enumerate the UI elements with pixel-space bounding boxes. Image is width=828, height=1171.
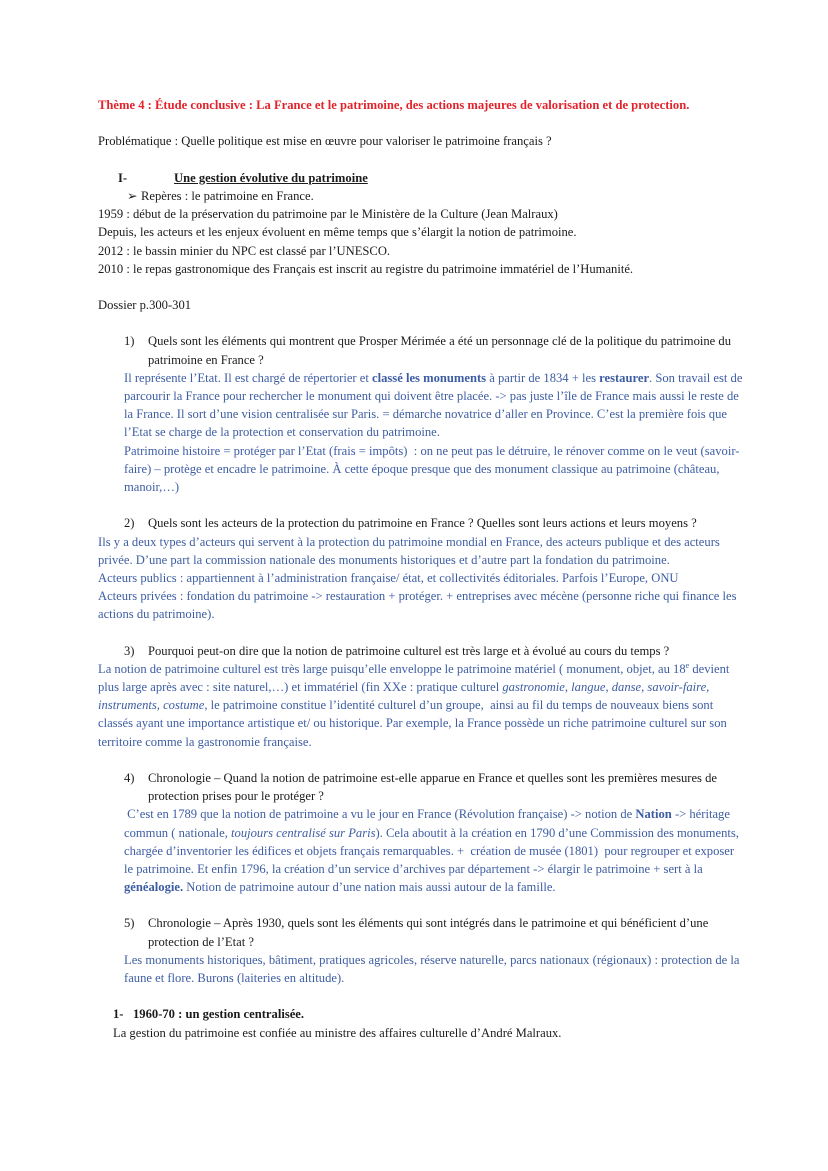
- answer-text: . Son travail est de: [649, 370, 743, 385]
- subsection-text: La gestion du patrimoine est confiée au ministre des affaires culturelle d’André Malraux.: [113, 1025, 562, 1040]
- answer-line: [0, 533, 828, 551]
- fact-line: Depuis, les acteurs et les enjeux évoluent en même temps que s’élargit la notion de patrimoine.: [98, 225, 577, 240]
- question-number: 3): [124, 643, 135, 658]
- question-block: [0, 769, 828, 915]
- answer-text: , le patrimoine constitue l’identité culturel d’un groupe, ainsi au fil du temps de nouveaux biens sont: [204, 698, 714, 713]
- answer-text: Ils y a deux types d’acteurs qui servent à la protection du patrimoine mondial en France, des acteurs publique et des acteurs: [98, 534, 720, 549]
- answer-line: [0, 423, 828, 441]
- subsection-number: 1-: [113, 1007, 124, 1022]
- answer-text: actions du patrimoine).: [98, 607, 215, 622]
- answer-line: [0, 842, 828, 860]
- fact-line: 1959 : début de la préservation du patrimoine par le Ministère de la Culture (Jean Malraux): [98, 207, 558, 222]
- answer-text: ). Cela aboutit à la création en 1790 d’une Commission des monuments,: [375, 825, 739, 840]
- reperes-text: Repères : le patrimoine en France.: [141, 188, 314, 203]
- answer-text: Nation: [635, 807, 672, 822]
- question-line: [0, 933, 828, 951]
- answer-text: plus large après avec : site naturel,…) et immatériel (fin XXe : pratique culturel: [98, 680, 503, 694]
- answer-line: [0, 733, 828, 751]
- answer-text: Notion de patrimoine autour d’une nation mais aussi autour de la famille.: [183, 880, 556, 895]
- answer-text: parcourir la France pour rechercher le monument qui doivent être placée. -> pas juste l’île de France mais aussi le reste de: [124, 389, 739, 403]
- answer-text: la France. Il sort d’une vision centralisée sur Paris. = démarche novatrice d’aller en Province. C’est la première fois que: [124, 407, 727, 422]
- question-text: protection de l’Etat ?: [148, 934, 254, 949]
- question-text: protection prises pour le protéger ?: [148, 789, 324, 804]
- question-number: 4): [124, 770, 135, 785]
- answer-text: instruments, costume: [98, 698, 205, 713]
- section-number: I-: [118, 170, 128, 185]
- dossier-reference: Dossier p.300-301: [98, 298, 192, 313]
- answer-line: [0, 714, 828, 732]
- answer-line: [0, 969, 828, 987]
- answer-line: [0, 878, 828, 896]
- answer-text: commun ( nationale,: [124, 825, 232, 840]
- answer-line: [0, 569, 828, 587]
- answer-text: classé les monuments: [372, 370, 487, 385]
- question-line: [0, 642, 828, 660]
- question-text: Quels sont les acteurs de la protection du patrimoine en France ? Quelles sont leurs actions et leurs moyens ?: [148, 516, 697, 531]
- question-number: 2): [124, 516, 135, 531]
- answer-text: à partir de 1834 + les: [486, 370, 600, 385]
- answer-text: Les monuments historiques, bâtiment, pratiques agricoles, réserve naturelle, parcs nationaux (régionaux) : protection de la: [124, 952, 740, 967]
- answer-text: le patrimoine. Et enfin 1796, la création d’un service d’archives par département -> élargir le patrimoine + sert à la: [124, 861, 703, 876]
- question-line: [0, 332, 828, 350]
- question-line: [0, 787, 828, 805]
- answer-text: e: [685, 660, 690, 670]
- question-line: [0, 514, 828, 532]
- answer-line: [0, 805, 828, 823]
- section-heading: [0, 169, 828, 187]
- answer-line: [0, 551, 828, 569]
- section-title: Une gestion évolutive du patrimoine: [174, 170, 368, 185]
- answer-text: faire) – protège et encadre le patrimoine. À cette époque presque que des monument classique au patrimoine (château,: [124, 461, 720, 476]
- answer-line: [0, 860, 828, 878]
- question-line: [0, 769, 828, 787]
- answer-line: [0, 824, 828, 842]
- answer-line: [0, 696, 828, 714]
- answer-text: faune et flore. Burons (laiteries en altitude).: [124, 971, 345, 985]
- answer-text: Patrimoine histoire = protéger par l’Etat (frais = impôts) : on ne peut pas le détruire, le rénover comme on le veut (savoir-: [124, 443, 740, 458]
- answer-text: devient: [689, 661, 730, 676]
- answer-line: [0, 587, 828, 605]
- arrow-bullet-icon: ➢: [127, 188, 138, 203]
- answer-text: gastronomie, langue, danse, savoir-faire,: [502, 680, 710, 694]
- answer-text: chargée d’inventorier les édifices et objets français remarquables. + création de musée (1801) pour regrouper et exposer: [124, 843, 735, 858]
- question-text: Chronologie – Quand la notion de patrimoine est-elle apparue en France et quelles sont les premières mesures de: [148, 770, 717, 785]
- answer-line: [0, 405, 828, 423]
- subsection-title: 1960-70 : un gestion centralisée.: [133, 1007, 305, 1022]
- answer-line: [0, 387, 828, 405]
- answer-text: l’Etat se charge de la protection et conservation du patrimoine.: [124, 425, 440, 440]
- answer-text: restaurer: [599, 370, 650, 385]
- question-number: 5): [124, 916, 135, 931]
- document-page: [0, 96, 828, 1042]
- question-text: Quels sont les éléments qui montrent que Prosper Mérimée a été un personnage clé de la politique du patrimoine du: [148, 334, 732, 349]
- answer-line: [0, 478, 828, 496]
- question-line: [0, 351, 828, 369]
- answer-line: [0, 951, 828, 969]
- answer-text: Il représente l’Etat. Il est chargé de répertorier et: [124, 370, 373, 385]
- answer-text: manoir,…): [124, 479, 180, 494]
- question-line: [0, 914, 828, 932]
- subsection-heading: [0, 1005, 828, 1023]
- fact-line: 2010 : le repas gastronomique des Français est inscrit au registre du patrimoine immatériel de l’Humanité.: [98, 261, 634, 276]
- question-block: [0, 514, 828, 641]
- answer-text: -> héritage: [671, 807, 730, 822]
- questions-list: [0, 332, 828, 1005]
- answer-line: [0, 442, 828, 460]
- problematique: Problématique : Quelle politique est mise en œuvre pour valoriser le patrimoine français ?: [98, 134, 552, 149]
- answer-text: La notion de patrimoine culturel est très large puisqu’elle enveloppe le patrimoine matériel ( monument, objet, au 18: [98, 661, 686, 676]
- answer-text: privée. D’une part la commission nationale des monuments historiques et d’autre part la fondation du patrimoine.: [98, 552, 670, 567]
- answer-line: [0, 369, 828, 387]
- question-block: [0, 642, 828, 769]
- fact-line: 2012 : le bassin minier du NPC est classé par l’UNESCO.: [98, 243, 391, 258]
- answer-text: généalogie.: [124, 880, 184, 895]
- reperes-line: [0, 187, 828, 205]
- question-number: 1): [124, 334, 135, 349]
- answer-text: Acteurs publics : appartiennent à l’administration française/ état, et collectivités éditoriales. Parfois l’Europe, ONU: [98, 570, 679, 585]
- question-block: [0, 332, 828, 514]
- answer-text: classés ayant une importance artistique et/ ou historique. Par exemple, la France possède un riche patrimoine culturel sur son: [98, 716, 727, 731]
- answer-text: C’est en 1789 que la notion de patrimoine a vu le jour en France (Révolution française) -> notion de: [124, 807, 636, 822]
- question-text: Pourquoi peut-on dire que la notion de patrimoine culturel est très large et à évolué au cours du temps ?: [148, 643, 670, 658]
- answer-line: [0, 460, 828, 478]
- answer-text: territoire comme la gastronomie française.: [98, 734, 312, 749]
- question-block: [0, 914, 828, 1005]
- question-text: patrimoine en France ?: [148, 352, 264, 367]
- answer-line: [0, 605, 828, 623]
- question-text: Chronologie – Après 1930, quels sont les éléments qui sont intégrés dans le patrimoine et qui bénéficient d’une: [148, 916, 709, 931]
- document-title: Thème 4 : Étude conclusive : La France et le patrimoine, des actions majeures de valorisation et de protection.: [98, 98, 690, 112]
- answer-line: [0, 660, 828, 678]
- answer-text: toujours centralisé sur Paris: [231, 825, 376, 840]
- answer-line: [0, 678, 828, 696]
- answer-text: Acteurs privées : fondation du patrimoine -> restauration + protéger. + entreprises avec mécène (personne riche qui finance les: [98, 589, 737, 604]
